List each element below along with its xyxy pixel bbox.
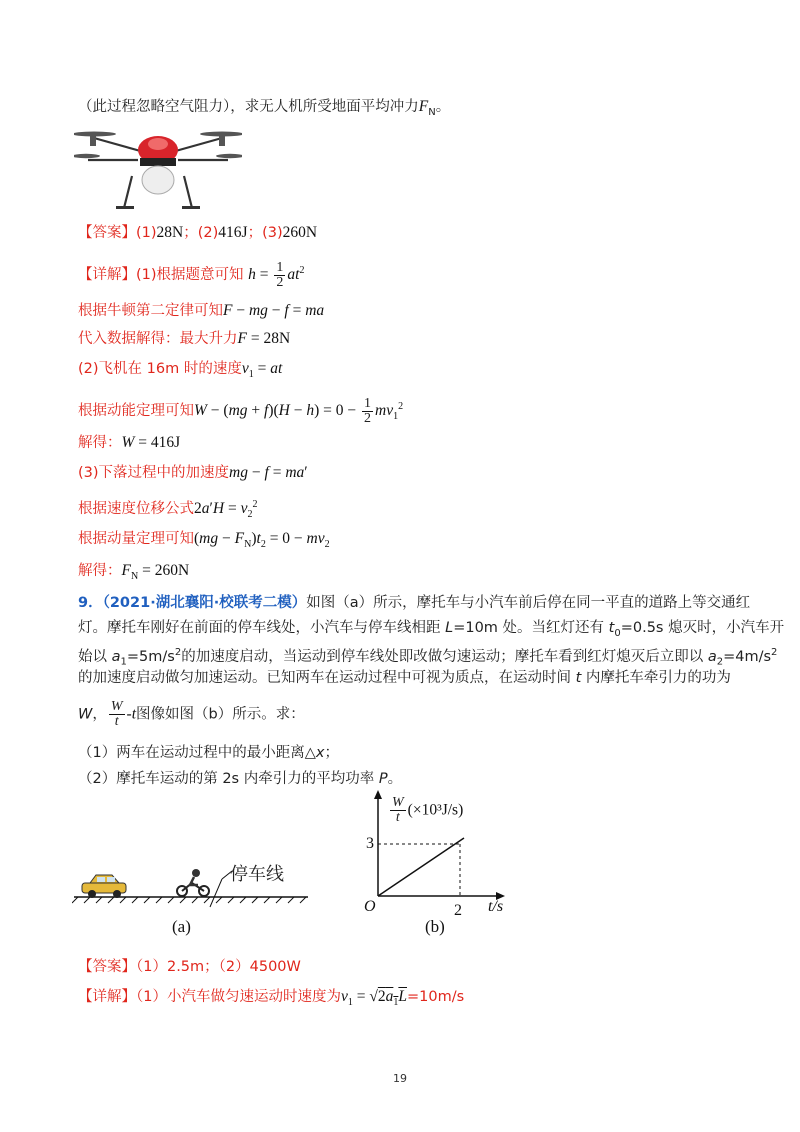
displacement-step: 根据速度位移公式$2a'H = v_2^2$ [78, 499, 258, 521]
question-9-line-4: 的加速度启动做匀加速运动。已知两车在运动过程中可视为质点，在运动时间 t 内摩托车牵引力的功为 [78, 670, 731, 686]
answer-1-line: 【答案】(1)28N；(2)416J；(3)260N [78, 224, 318, 241]
solve-2-step: 解得：$F_N = 260N$ [78, 562, 190, 583]
question-9-line-2: 灯。摩托车刚好在前面的停车线处，小汽车与停车线相距 L=10m 处。当红灯还有 $t_0=0.5s$ 熄灭时，小汽车开 [78, 620, 785, 639]
question-9-part-1: （1）两车在运动过程中的最小距离△x； [78, 745, 339, 761]
figure-b-caption: (b) [425, 917, 445, 936]
page-number: 19 [393, 1072, 407, 1085]
detail-2-line: 【详解】（1）小汽车做匀速运动时速度为$v_1 = √2a_1L=10m/s$ [78, 988, 465, 1009]
energy-step: 根据动能定理可知W − (mg + f)(H − h) = 0 − $\frac{1}{2}$ $mv_1^2$ [78, 395, 404, 426]
speed-step: (2)飞机在 16m 时的速度$v_1$ = at [78, 360, 283, 381]
y-tick-3: 3 [366, 835, 374, 852]
origin-label: O [364, 898, 376, 915]
x-tick-2: 2 [454, 902, 462, 919]
question-9-line-3: 始以 $a_1=5m/s^2$的加速度启动，当运动到停车线处即改做匀速运动；摩托车看到红灯熄灭后立即以 $a_2=4m/s^2$ [78, 647, 778, 668]
answer-2-line: 【答案】（1）2.5m；（2）4500W [78, 959, 301, 975]
stop-line-label: 停车线 [230, 864, 284, 885]
intro-line: （此过程忽略空气阻力），求无人机所受地面平均冲力$F_N$。 [78, 98, 451, 118]
x-axis-label: t/s [488, 898, 504, 915]
y-axis-label: $\frac{W}{t}$ (×10³J/s) [392, 795, 464, 825]
question-9-line-5: W， $\frac{W}{t}$ -t图像如图（b）所示。求： [78, 699, 305, 729]
question-9-part-2: （2）摩托车运动的第 2s 内牵引力的平均功率 P。 [78, 771, 403, 787]
momentum-step: 根据动量定理可知$(mg - F_N)t_2 = 0 - mv_2$ [78, 530, 330, 551]
figure-a-caption: (a) [172, 917, 191, 936]
question-9-line-1: 9．（2021·湖北襄阳·校联考二模）如图（a）所示，摩托车与小汽车前后停在同一平直的道路上等交通红 [78, 595, 751, 611]
substitute-step: 代入数据解得：最大升力F = 28N [78, 330, 291, 347]
newton-step: 根据牛顿第二定律可知F − mg − f = ma [78, 302, 325, 319]
drone-image [74, 120, 242, 216]
acceleration-step: (3)下落过程中的加速度mg − f = ma′ [78, 464, 308, 481]
detail-1-line: 【详解】(1)根据题意可知 h = $\frac{1}{2}$ $at^2$ [78, 259, 305, 290]
solve-1-step: 解得：W = 416J [78, 434, 181, 451]
